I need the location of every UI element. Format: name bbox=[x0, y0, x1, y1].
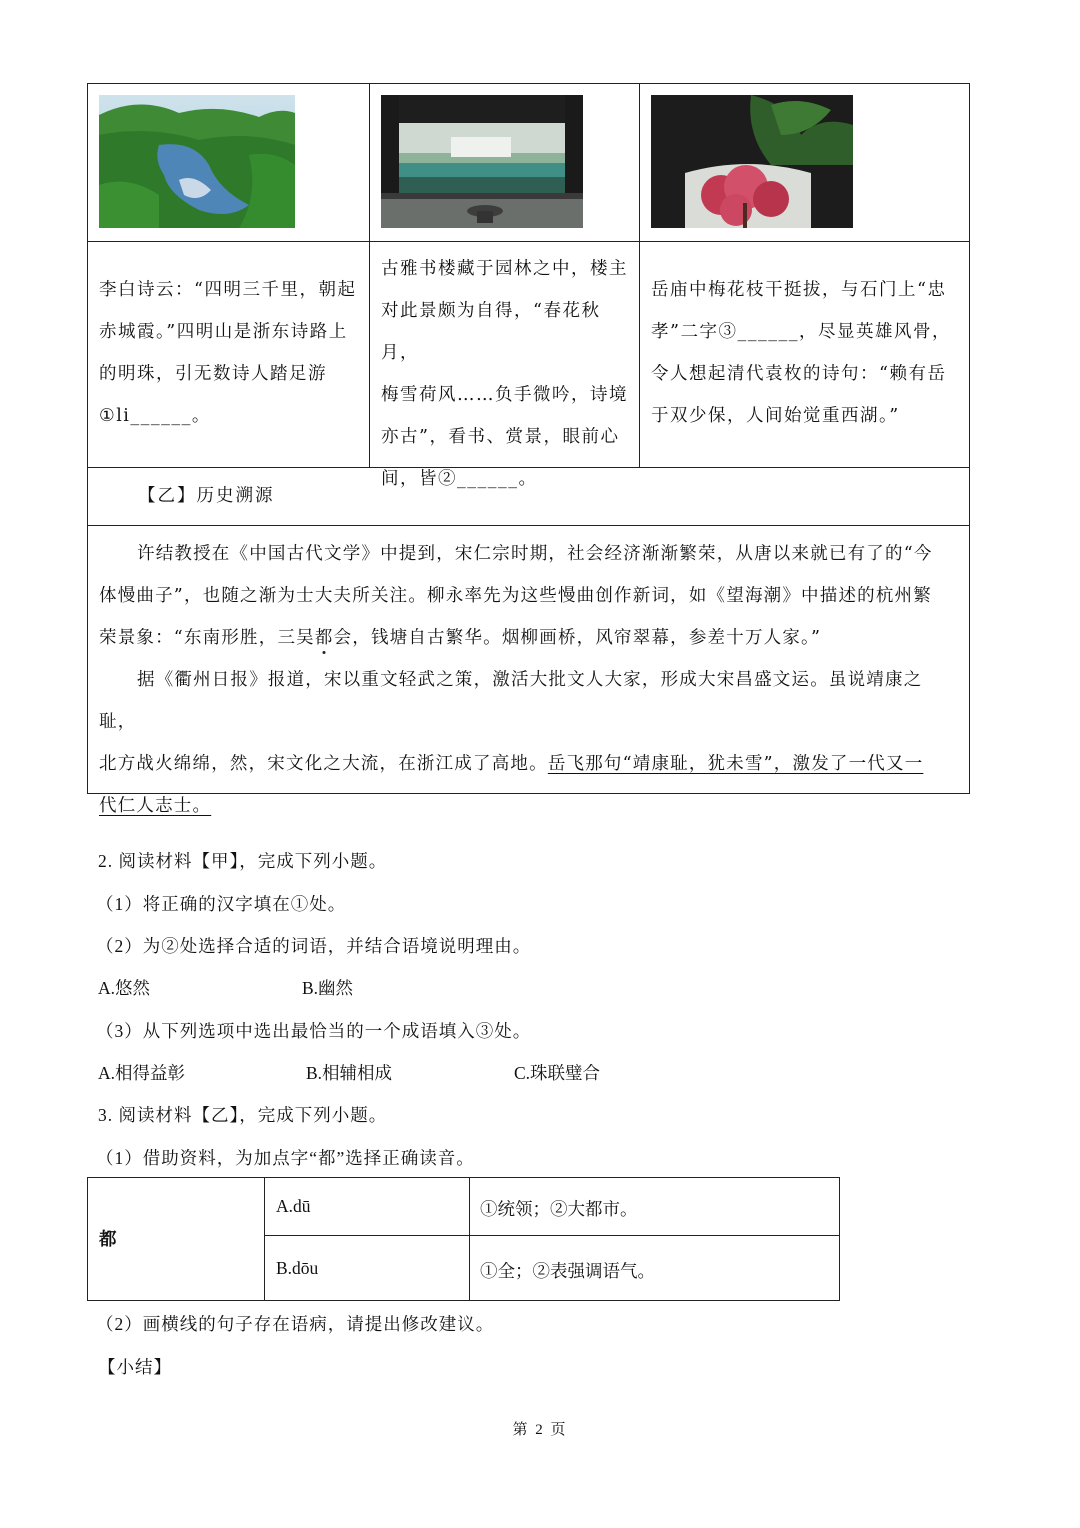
summary-heading: 【小结】 bbox=[98, 1357, 172, 1377]
cell-line: 于双少保，人间始觉重西湖。” bbox=[651, 406, 900, 426]
cell-line: 令人想起清代袁枚的诗句：“赖有岳 bbox=[651, 364, 947, 384]
option-a: A.悠然 bbox=[98, 978, 151, 998]
history-text bbox=[88, 525, 969, 816]
meaning-b: ①全；②表强调语气。 bbox=[480, 1261, 655, 1281]
question-2-2: （2）为②处选择合适的词语，并结合语境说明理由。 bbox=[96, 936, 532, 956]
para2-line1: 据《衢州日报》报道，宋以重文轻武之策，激活大批文人大家，形成大宋昌盛文运。虽说靖康之耻， bbox=[99, 670, 923, 732]
cell-line: 古雅书楼藏于园林之中，楼主 bbox=[381, 259, 628, 279]
row-divider bbox=[264, 1235, 839, 1236]
plum-blossom-gate-photo-icon bbox=[651, 95, 853, 228]
photo-row bbox=[88, 84, 969, 242]
pinyin-table-char: 都 bbox=[99, 1229, 117, 1249]
cell-line: 梅雪荷风……负手微吟，诗境 bbox=[381, 385, 628, 405]
yuemiao-cell bbox=[651, 269, 963, 437]
page-number: 第 2 页 bbox=[512, 1422, 568, 1438]
option-a: A.相得益彰 bbox=[98, 1063, 186, 1083]
dotted-char-du: 都 bbox=[314, 628, 334, 648]
reading-a: A.dū bbox=[276, 1196, 311, 1216]
meaning-a: ①统领；②大都市。 bbox=[480, 1199, 638, 1219]
question-3-title: 3. 阅读材料【乙】，完成下列小题。 bbox=[98, 1105, 388, 1125]
para1-line3: 荣景象：“东南形胜，三吴都会，钱塘自古繁华。烟柳画桥，风帘翠幕，参差十万人家。” bbox=[99, 628, 822, 648]
column-divider bbox=[369, 84, 370, 241]
column-divider bbox=[639, 84, 640, 241]
section-yi-header bbox=[88, 467, 969, 526]
underlined-sentence: 岳飞那句“靖康耻，犹未雪”，激发了一代又一 bbox=[547, 754, 924, 774]
paragraph-1 bbox=[99, 533, 959, 659]
cell-line: 岳庙中梅花枝干挺拔，与石门上“忠 bbox=[651, 280, 947, 300]
cell-line: 的明珠，引无数诗人踏足游 bbox=[99, 364, 327, 384]
blank-1: ①li______。 bbox=[99, 406, 211, 426]
column-divider bbox=[264, 1178, 265, 1300]
reading-b: B.dōu bbox=[276, 1258, 319, 1278]
underlined-sentence: 代仁人志士。 bbox=[99, 796, 212, 816]
question-2-1: （1）将正确的汉字填在①处。 bbox=[96, 894, 347, 914]
cell-line: 李白诗云：“四明三千里，朝起 bbox=[99, 280, 357, 300]
option-b: B.相辅相成 bbox=[306, 1063, 393, 1083]
pinyin-table bbox=[87, 1177, 840, 1301]
cell-line: 亦古”，看书、赏景，眼前心 bbox=[381, 427, 620, 447]
blank-2: 间，皆②______。 bbox=[381, 469, 538, 489]
blank-3: 孝”二字③______，尽显英雄风骨， bbox=[651, 322, 951, 342]
para2-line3 bbox=[99, 785, 959, 827]
column-divider bbox=[639, 241, 640, 467]
option-b: B.幽然 bbox=[302, 978, 354, 998]
para2-line2: 北方战火绵绵，然，宋文化之大流，在浙江成了高地。岳飞那句“靖康耻，犹未雪”，激发了一代又一 bbox=[99, 754, 924, 774]
pavilion-window-photo-icon bbox=[381, 95, 583, 228]
column-divider bbox=[469, 1178, 470, 1300]
question-3-1: （1）借助资料，为加点字“都”选择正确读音。 bbox=[96, 1148, 475, 1168]
cell-line: 对此景颇为自得，“春花秋月， bbox=[381, 301, 601, 363]
para1-line1: 许结教授在《中国古代文学》中提到，宋仁宗时期，社会经济渐渐繁荣，从唐以来就已有了的“今 bbox=[137, 544, 933, 564]
material-table bbox=[87, 83, 970, 816]
bookhouse-cell bbox=[381, 248, 633, 500]
column-divider bbox=[369, 241, 370, 467]
mountain-lake-photo-icon bbox=[99, 95, 295, 228]
section-yi-title: 【乙】历史溯源 bbox=[138, 486, 275, 506]
para1-line2: 体慢曲子”，也随之渐为士大夫所关注。柳永率先为这些慢曲创作新词，如《望海潮》中描述的杭州繁 bbox=[99, 586, 932, 606]
question-3-2: （2）画横线的句子存在语病，请提出修改建议。 bbox=[96, 1314, 495, 1334]
libai-cell bbox=[99, 269, 361, 437]
question-2-3: （3）从下列选项中选出最恰当的一个成语填入③处。 bbox=[96, 1021, 532, 1041]
question-2-title: 2. 阅读材料【甲】，完成下列小题。 bbox=[98, 851, 388, 871]
option-c: C.珠联璧合 bbox=[514, 1063, 601, 1083]
cell-line: 赤城霞。”四明山是浙东诗路上 bbox=[99, 322, 348, 342]
text-row bbox=[88, 241, 969, 489]
paragraph-2 bbox=[99, 659, 959, 827]
